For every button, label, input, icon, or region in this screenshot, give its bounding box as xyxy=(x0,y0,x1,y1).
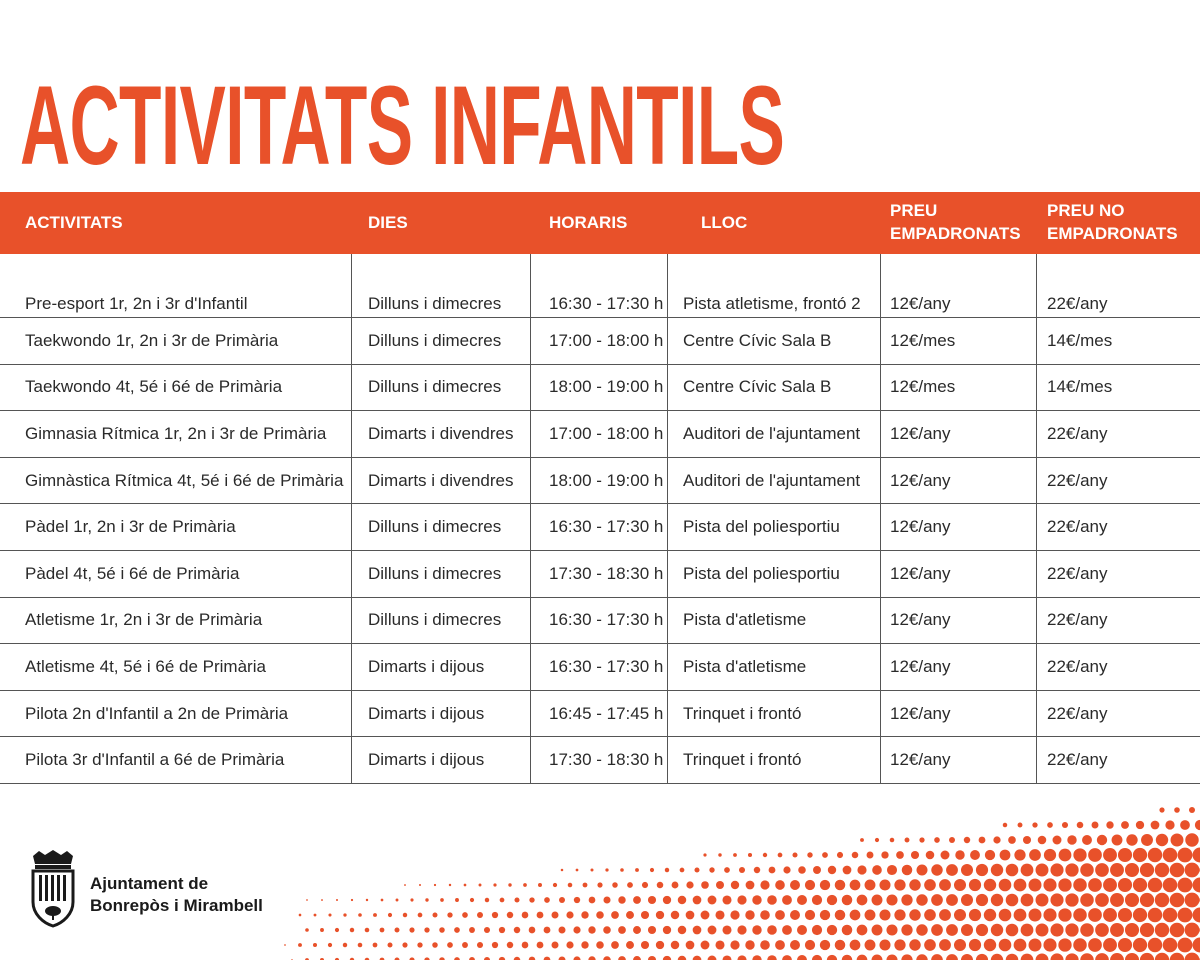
cell-days: Dilluns i dimecres xyxy=(368,610,502,630)
header-price-nonresidents xyxy=(1047,192,1197,254)
table-row xyxy=(0,737,1200,784)
table-row xyxy=(0,598,1200,645)
cell-price-nonresidents: 22€/any xyxy=(1047,293,1108,313)
table-header xyxy=(0,192,1200,254)
cell-days: Dilluns i dimecres xyxy=(368,293,502,313)
table-row xyxy=(0,254,1200,318)
cell-price-residents: 12€/any xyxy=(890,423,951,443)
cell-price-residents: 12€/any xyxy=(890,563,951,583)
cell-schedule: 16:45 - 17:45 h xyxy=(549,703,664,723)
cell-days: Dimarts i dijous xyxy=(368,656,485,676)
municipal-coat-of-arms-icon xyxy=(25,850,81,930)
header-price-residents-line1: PREU xyxy=(890,201,938,221)
column-divider xyxy=(667,254,668,784)
column-divider xyxy=(530,254,531,784)
header-price-residents-line2: EMPADRONATS xyxy=(890,224,1021,243)
cell-price-nonresidents: 22€/any xyxy=(1047,750,1108,770)
cell-price-nonresidents: 22€/any xyxy=(1047,517,1108,537)
cell-location: Trinquet i frontó xyxy=(683,750,802,770)
cell-price-nonresidents: 22€/any xyxy=(1047,610,1108,630)
organization-name xyxy=(90,873,263,917)
header-schedule xyxy=(549,192,664,254)
cell-activity: Pre-esport 1r, 2n i 3r d'Infantil xyxy=(25,293,248,313)
header-location-line1: LLOC xyxy=(701,212,748,232)
cell-price-residents: 12€/any xyxy=(890,470,951,490)
cell-price-residents: 12€/any xyxy=(890,656,951,676)
table-row xyxy=(0,365,1200,412)
cell-price-nonresidents: 22€/any xyxy=(1047,423,1108,443)
cell-schedule: 17:30 - 18:30 h xyxy=(549,750,664,770)
cell-price-residents: 12€/any xyxy=(890,517,951,537)
cell-activity: Taekwondo 1r, 2n i 3r de Primària xyxy=(25,330,279,350)
cell-activity: Pàdel 4t, 5é i 6é de Primària xyxy=(25,563,240,583)
cell-activity: Pàdel 1r, 2n i 3r de Primària xyxy=(25,517,236,537)
cell-location: Pista d'atletisme xyxy=(683,610,807,630)
table-row xyxy=(0,318,1200,365)
cell-activity: Gimnàstica Rítmica 4t, 5é i 6é de Primària xyxy=(25,470,344,490)
header-days-line1: DIES xyxy=(368,212,408,232)
cell-days: Dilluns i dimecres xyxy=(368,377,502,397)
cell-activity: Pilota 3r d'Infantil a 6é de Primària xyxy=(25,750,285,770)
cell-schedule: 16:30 - 17:30 h xyxy=(549,610,664,630)
cell-location: Pista atletisme, frontó 2 xyxy=(683,293,861,313)
cell-schedule: 17:00 - 18:00 h xyxy=(549,330,664,350)
cell-schedule: 17:30 - 18:30 h xyxy=(549,563,664,583)
cell-price-nonresidents: 22€/any xyxy=(1047,703,1108,723)
table-row xyxy=(0,458,1200,505)
table-row xyxy=(0,691,1200,738)
column-divider xyxy=(351,254,352,784)
cell-activity: Atletisme 1r, 2n i 3r de Primària xyxy=(25,610,263,630)
cell-location: Centre Cívic Sala B xyxy=(683,330,832,350)
cell-price-residents: 12€/any xyxy=(890,703,951,723)
cell-activity: Atletisme 4t, 5é i 6é de Primària xyxy=(25,656,266,676)
cell-location: Pista d'atletisme xyxy=(683,656,807,676)
cell-schedule: 17:00 - 18:00 h xyxy=(549,423,664,443)
cell-days: Dimarts i divendres xyxy=(368,423,514,443)
table-row xyxy=(0,504,1200,551)
header-price-nonresidents-line1: PREU NO xyxy=(1047,201,1125,221)
cell-price-residents: 12€/any xyxy=(890,610,951,630)
cell-schedule: 16:30 - 17:30 h xyxy=(549,517,664,537)
header-activity xyxy=(25,192,345,254)
cell-activity: Taekwondo 4t, 5é i 6é de Primària xyxy=(25,377,283,397)
cell-location: Auditori de l'ajuntament xyxy=(683,423,861,443)
column-divider xyxy=(880,254,881,784)
table-row xyxy=(0,644,1200,691)
cell-schedule: 18:00 - 19:00 h xyxy=(549,470,664,490)
header-location xyxy=(701,192,891,254)
page-title: ACTIVITATS INFANTILS xyxy=(20,63,785,188)
cell-price-nonresidents: 22€/any xyxy=(1047,563,1108,583)
header-schedule-line1: HORARIS xyxy=(549,212,628,232)
cell-schedule: 18:00 - 19:00 h xyxy=(549,377,664,397)
cell-price-nonresidents: 22€/any xyxy=(1047,656,1108,676)
header-price-residents xyxy=(890,192,1030,254)
header-price-nonresidents-line2: EMPADRONATS xyxy=(1047,224,1178,243)
table-row xyxy=(0,411,1200,458)
cell-location: Pista del poliesportiu xyxy=(683,563,840,583)
table-row xyxy=(0,551,1200,598)
cell-price-nonresidents: 14€/mes xyxy=(1047,377,1113,397)
cell-schedule: 16:30 - 17:30 h xyxy=(549,656,664,676)
cell-location: Pista del poliesportiu xyxy=(683,517,840,537)
column-divider xyxy=(1036,254,1037,784)
cell-schedule: 16:30 - 17:30 h xyxy=(549,293,664,313)
cell-days: Dimarts i dijous xyxy=(368,750,485,770)
cell-location: Trinquet i frontó xyxy=(683,703,802,723)
cell-price-nonresidents: 22€/any xyxy=(1047,470,1108,490)
cell-days: Dilluns i dimecres xyxy=(368,517,502,537)
cell-price-nonresidents: 14€/mes xyxy=(1047,330,1113,350)
cell-days: Dilluns i dimecres xyxy=(368,563,502,583)
cell-price-residents: 12€/mes xyxy=(890,377,956,397)
cell-activity: Pilota 2n d'Infantil a 2n de Primària xyxy=(25,703,289,723)
header-activity-line1: ACTIVITATS xyxy=(25,212,123,232)
header-days xyxy=(368,192,528,254)
organization-name-line1: Ajuntament de xyxy=(90,874,209,893)
cell-price-residents: 12€/mes xyxy=(890,330,956,350)
cell-days: Dimarts i divendres xyxy=(368,470,514,490)
cell-price-residents: 12€/any xyxy=(890,750,951,770)
organization-name-line2: Bonrepòs i Mirambell xyxy=(90,896,263,915)
cell-days: Dimarts i dijous xyxy=(368,703,485,723)
cell-location: Auditori de l'ajuntament xyxy=(683,470,861,490)
cell-activity: Gimnasia Rítmica 1r, 2n i 3r de Primària xyxy=(25,423,327,443)
cell-price-residents: 12€/any xyxy=(890,293,951,313)
cell-days: Dilluns i dimecres xyxy=(368,330,502,350)
cell-location: Centre Cívic Sala B xyxy=(683,377,832,397)
